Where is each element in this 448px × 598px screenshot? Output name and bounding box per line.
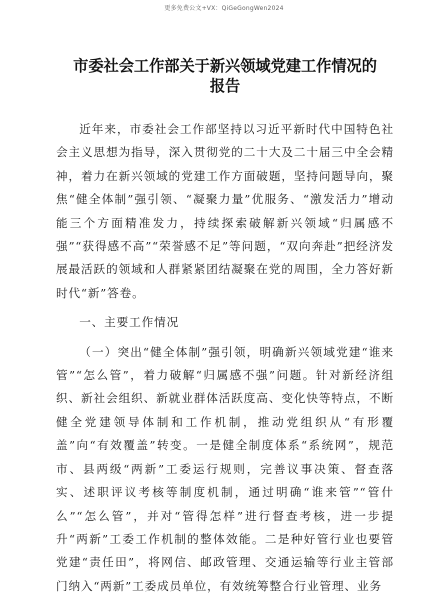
section-heading: 一、主要工作情况 — [79, 315, 180, 330]
section-paragraph: （一）突出“健全体制”强引领，明确新兴领域党建“谁来管”“怎么管”，着力破解“归属感不强”问题。针对新经济组织、新社会组织、新就业群体活跃度高、变化快等特点，不断健全党建领导体制和工作机制，推动党组织从“有形覆盖”向“有效覆盖”转变。一是健全制度体系“系统网”，规范市、县两级“两新”工委运行规则，完善议事决策、督查落实、述职评议考核等制度机制，通过明确“谁来管”“管什么”“怎么管”，并对“管得怎样”进行督查考核，进一步提升“两新”工委工作机制的整体效能。二是种好管行业也要管党建“责任田”，将网信、邮政管理、交通运输等行业主管部门纳入“两新”工委成员单位，有效统筹整合行业管理、业务 — [56, 344, 394, 593]
intro-paragraph: 近年来，市委社会工作部坚持以习近平新时代中国特色社会主义思想为指导，深入贯彻党的二十大及二十届三中全会精神，着力在新兴领域的党建工作方面破题，坚持问题导向，聚焦“健全体制”强引领、“凝聚力量”优服务、“激发活力”增动能三个方面精准发力，持续探索破解新兴领域“归属感不强”“获得感不高”“荣誉感不足”等问题，“双向奔赴”把经济发展最活跃的领域和人群紧紧团结凝聚在党的周围，全力答好新时代“新”答卷。 — [56, 122, 394, 300]
title-line-2: 报告 — [209, 77, 241, 95]
document-body — [56, 118, 394, 598]
title-line-1: 市委社会工作部关于新兴领域党建工作情况的 — [73, 57, 377, 75]
document-page — [56, 56, 394, 598]
watermark-text: 更多免费公文+VX：QiGeGongWen2024 — [164, 5, 284, 12]
document-title — [56, 56, 394, 96]
